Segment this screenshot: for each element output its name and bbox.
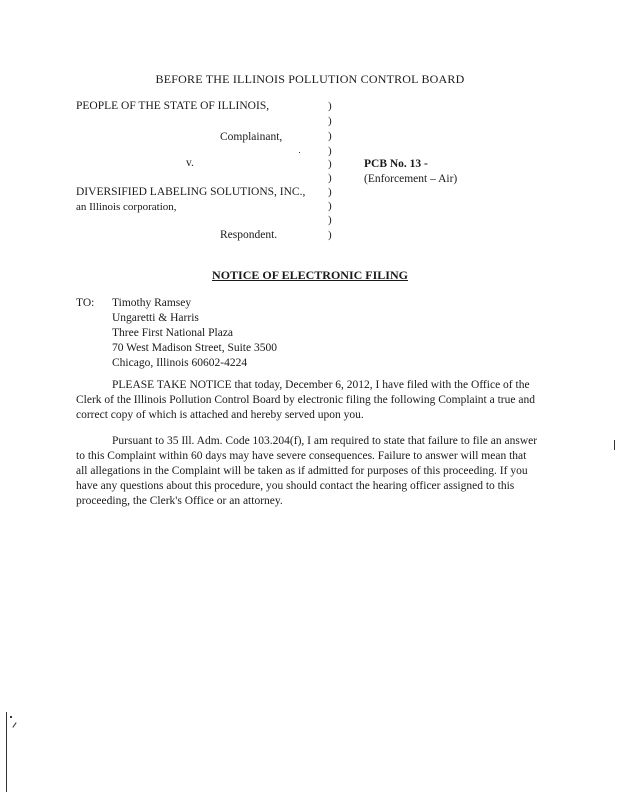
paragraph-2-text: Pursuant to 35 Ill. Adm. Code 103.204(f), I am required to state that failure to file an answer to this Complaint within 60 days may have severe consequences. Failure to answer will mean that all allegations in the Complaint will be taken as if admitted for purposes of this proceeding. If you have any questions about this procedure, you should contact the hearing officer assigned to this proceeding, the Clerk's Office or an attorney.	[76, 435, 538, 507]
caption-paren: )	[328, 172, 332, 184]
case-type: (Enforcement – Air)	[364, 173, 458, 185]
caption-paren: )	[328, 158, 332, 170]
caption-paren: )	[328, 130, 332, 142]
caption-paren: )	[328, 115, 332, 127]
plaintiff-name: PEOPLE OF THE STATE OF ILLINOIS,	[76, 100, 270, 112]
versus-label: v.	[186, 157, 194, 169]
plaintiff-role: Complainant,	[220, 131, 283, 143]
case-number: PCB No. 13 -	[364, 158, 428, 170]
defendant-description: an Illinois corporation,	[76, 201, 177, 213]
to-label: TO:	[76, 297, 95, 309]
addressee-name: Timothy Ramsey	[112, 297, 192, 309]
caption-paren: )	[328, 186, 332, 198]
addressee-building: Three First National Plaza	[112, 327, 234, 339]
defendant-name: DIVERSIFIED LABELING SOLUTIONS, INC.,	[76, 186, 306, 198]
scan-speck	[12, 722, 16, 727]
scan-speck	[614, 440, 615, 450]
paragraph-1-text: PLEASE TAKE NOTICE that today, December 6, 2012, I have filed with the Office of the Clerk of the Illinois Pollution Control Board by electronic filing the following Complaint a true and correct copy of which is attached and hereby served upon you.	[76, 379, 535, 421]
addressee-firm: Ungaretti & Harris	[112, 312, 199, 324]
defendant-role: Respondent.	[220, 229, 278, 241]
addressee-city: Chicago, Illinois 60602-4224	[112, 357, 248, 369]
caption-paren: )	[328, 229, 332, 241]
board-title: BEFORE THE ILLINOIS POLLUTION CONTROL BOARD	[155, 72, 465, 86]
notice-title: NOTICE OF ELECTRONIC FILING	[212, 268, 408, 282]
notice-paragraph-1	[76, 378, 540, 423]
caption-paren: )	[328, 214, 332, 226]
caption-paren: )	[328, 100, 332, 112]
notice-paragraph-2	[76, 434, 540, 509]
caption-paren: )	[328, 145, 332, 157]
scan-speck	[299, 152, 300, 153]
scan-speck	[10, 716, 12, 718]
caption-paren: )	[328, 200, 332, 212]
addressee-street: 70 West Madison Street, Suite 3500	[112, 342, 277, 354]
scan-edge-mark	[6, 712, 7, 792]
